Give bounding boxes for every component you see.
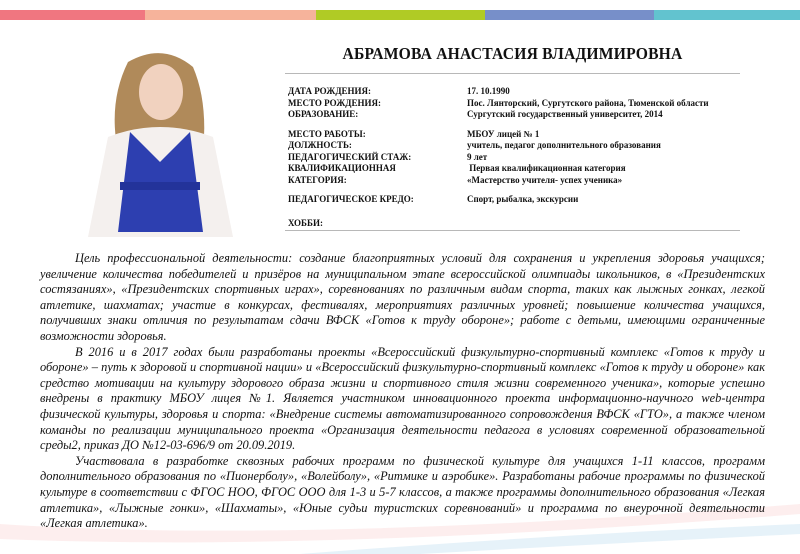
info-label: ОБРАЗОВАНИЕ: [288,109,359,119]
info-value: Первая квалификационная категория [467,163,626,173]
info-value: Спорт, рыбалка, экскурсии [467,194,579,204]
info-label: ХОББИ: [288,217,323,228]
info-label: ПЕДАГОГИЧЕСКИЙ СТАЖ: [288,151,412,162]
info-row-education [288,109,748,121]
info-value: 9 лет [467,151,488,162]
info-label: КВАЛИФИКАЦИОННАЯ [288,163,396,173]
info-value: «Мастерство учителя- успех ученика» [467,174,623,185]
description-text [40,251,765,532]
info-row-experience [288,152,748,164]
paragraph-programs: Участвовала в разработке сквозных рабочих программ по физической культуре для учащихся 1-11 классов, программ дополнительного образования по «Пионерболу», «Волейболу», «Ритмике и аэробике». Разработаны рабочие программы по физической культуре в соответствии с ФГОС НОО, ФГОС ООО для 1-3 и 5-7 классов, а также программы дополнительного образования «Легкая атлетика», «Лыжные гонки», «Шахматы», «Юные судьи туристских соревнований» и программа по внеурочной деятельности «Легкая атлетика». [40,453,765,531]
color-bar-green [316,10,485,20]
paragraph-goal: Цель профессиональной деятельности: создание благоприятных условий для сохранения и укрепления здоровья учащихся; увеличение количества победителей и призёров на муниципальном этапе всероссийской олимпиады школьников, в «Президентских состязаниях», «Президентских спортивных играх», соревнованиях по различным видам спорта, таких как лыжных гонках, легкой атлетике, шахматах; участие в конкурсах, фестивалях, мероприятиях различных уровней; повышение количества учащихся, получивших знаки отличия по результатам сдачи ВФСК «Готов к труду обороне»; работе с детьми, имеющими ограниченные возможности здоровья. [40,251,765,343]
info-label: МЕСТО РОЖДЕНИЯ: [288,97,381,108]
info-value: Сургутский государственный университет, 2014 [467,109,663,119]
info-value: учитель, педагог дополнительного образования [467,140,661,150]
info-label: ДОЛЖНОСТЬ: [288,140,352,150]
info-value: Пос. Лянторский, Сургутского района, Тюменской области [467,97,709,108]
info-row-qualification [288,163,748,175]
info-label: ПЕДАГОГИЧЕСКОЕ КРЕДО: [288,194,414,204]
color-bar-peach [145,10,316,20]
info-value: 17. 10.1990 [467,86,510,96]
color-bar-cyan [654,10,800,20]
info-label: МЕСТО РАБОТЫ: [288,128,366,139]
paragraph-projects: В 2016 и в 2017 годах были разработаны проекты «Всероссийский физкультурно-спортивный комплекс «Готов к труду и обороне» – путь к здоровой и спортивной нации» и «Всероссийский физкультурно-спортивный комплекс «Готов к труду и обороне» как средство мотивации на культуру здорового образа жизни и спортивного стиля жизни современного ученика», которые успешно внедрены в практику МБОУ лицея №1. Является участником инновационного проекта информационно-научного web-центра физической культуры, здоровья и спорта: «Внедрение системы автоматизированного сопровождения ВФСК «ГТО», а также членом команды по реализации муниципального проекта «Организация деятельности педагога в условиях современной образовательной среды2, приказ ДО №12-03-696/9 от 20.09.2019. [40,344,765,453]
info-divider [285,230,740,231]
info-row-hobby [288,218,748,230]
info-label: ДАТА РОЖДЕНИЯ: [288,86,372,96]
info-row-credo [288,194,748,206]
personal-info [288,86,748,229]
title-divider [285,73,740,74]
info-row-workplace [288,129,748,141]
info-value: МБОУ лицей № 1 [467,128,540,139]
info-row-position [288,140,748,152]
color-bar-blue [485,10,654,20]
info-row-category [288,175,748,187]
info-label: КАТЕГОРИЯ: [288,174,347,185]
info-row-birth-place [288,98,748,110]
color-bar-pink [0,10,145,20]
info-row-birth-date [288,86,748,98]
page-title: АБРАМОВА АНАСТАСИЯ ВЛАДИМИРОВНА [342,44,683,63]
portrait-photo [68,42,253,237]
